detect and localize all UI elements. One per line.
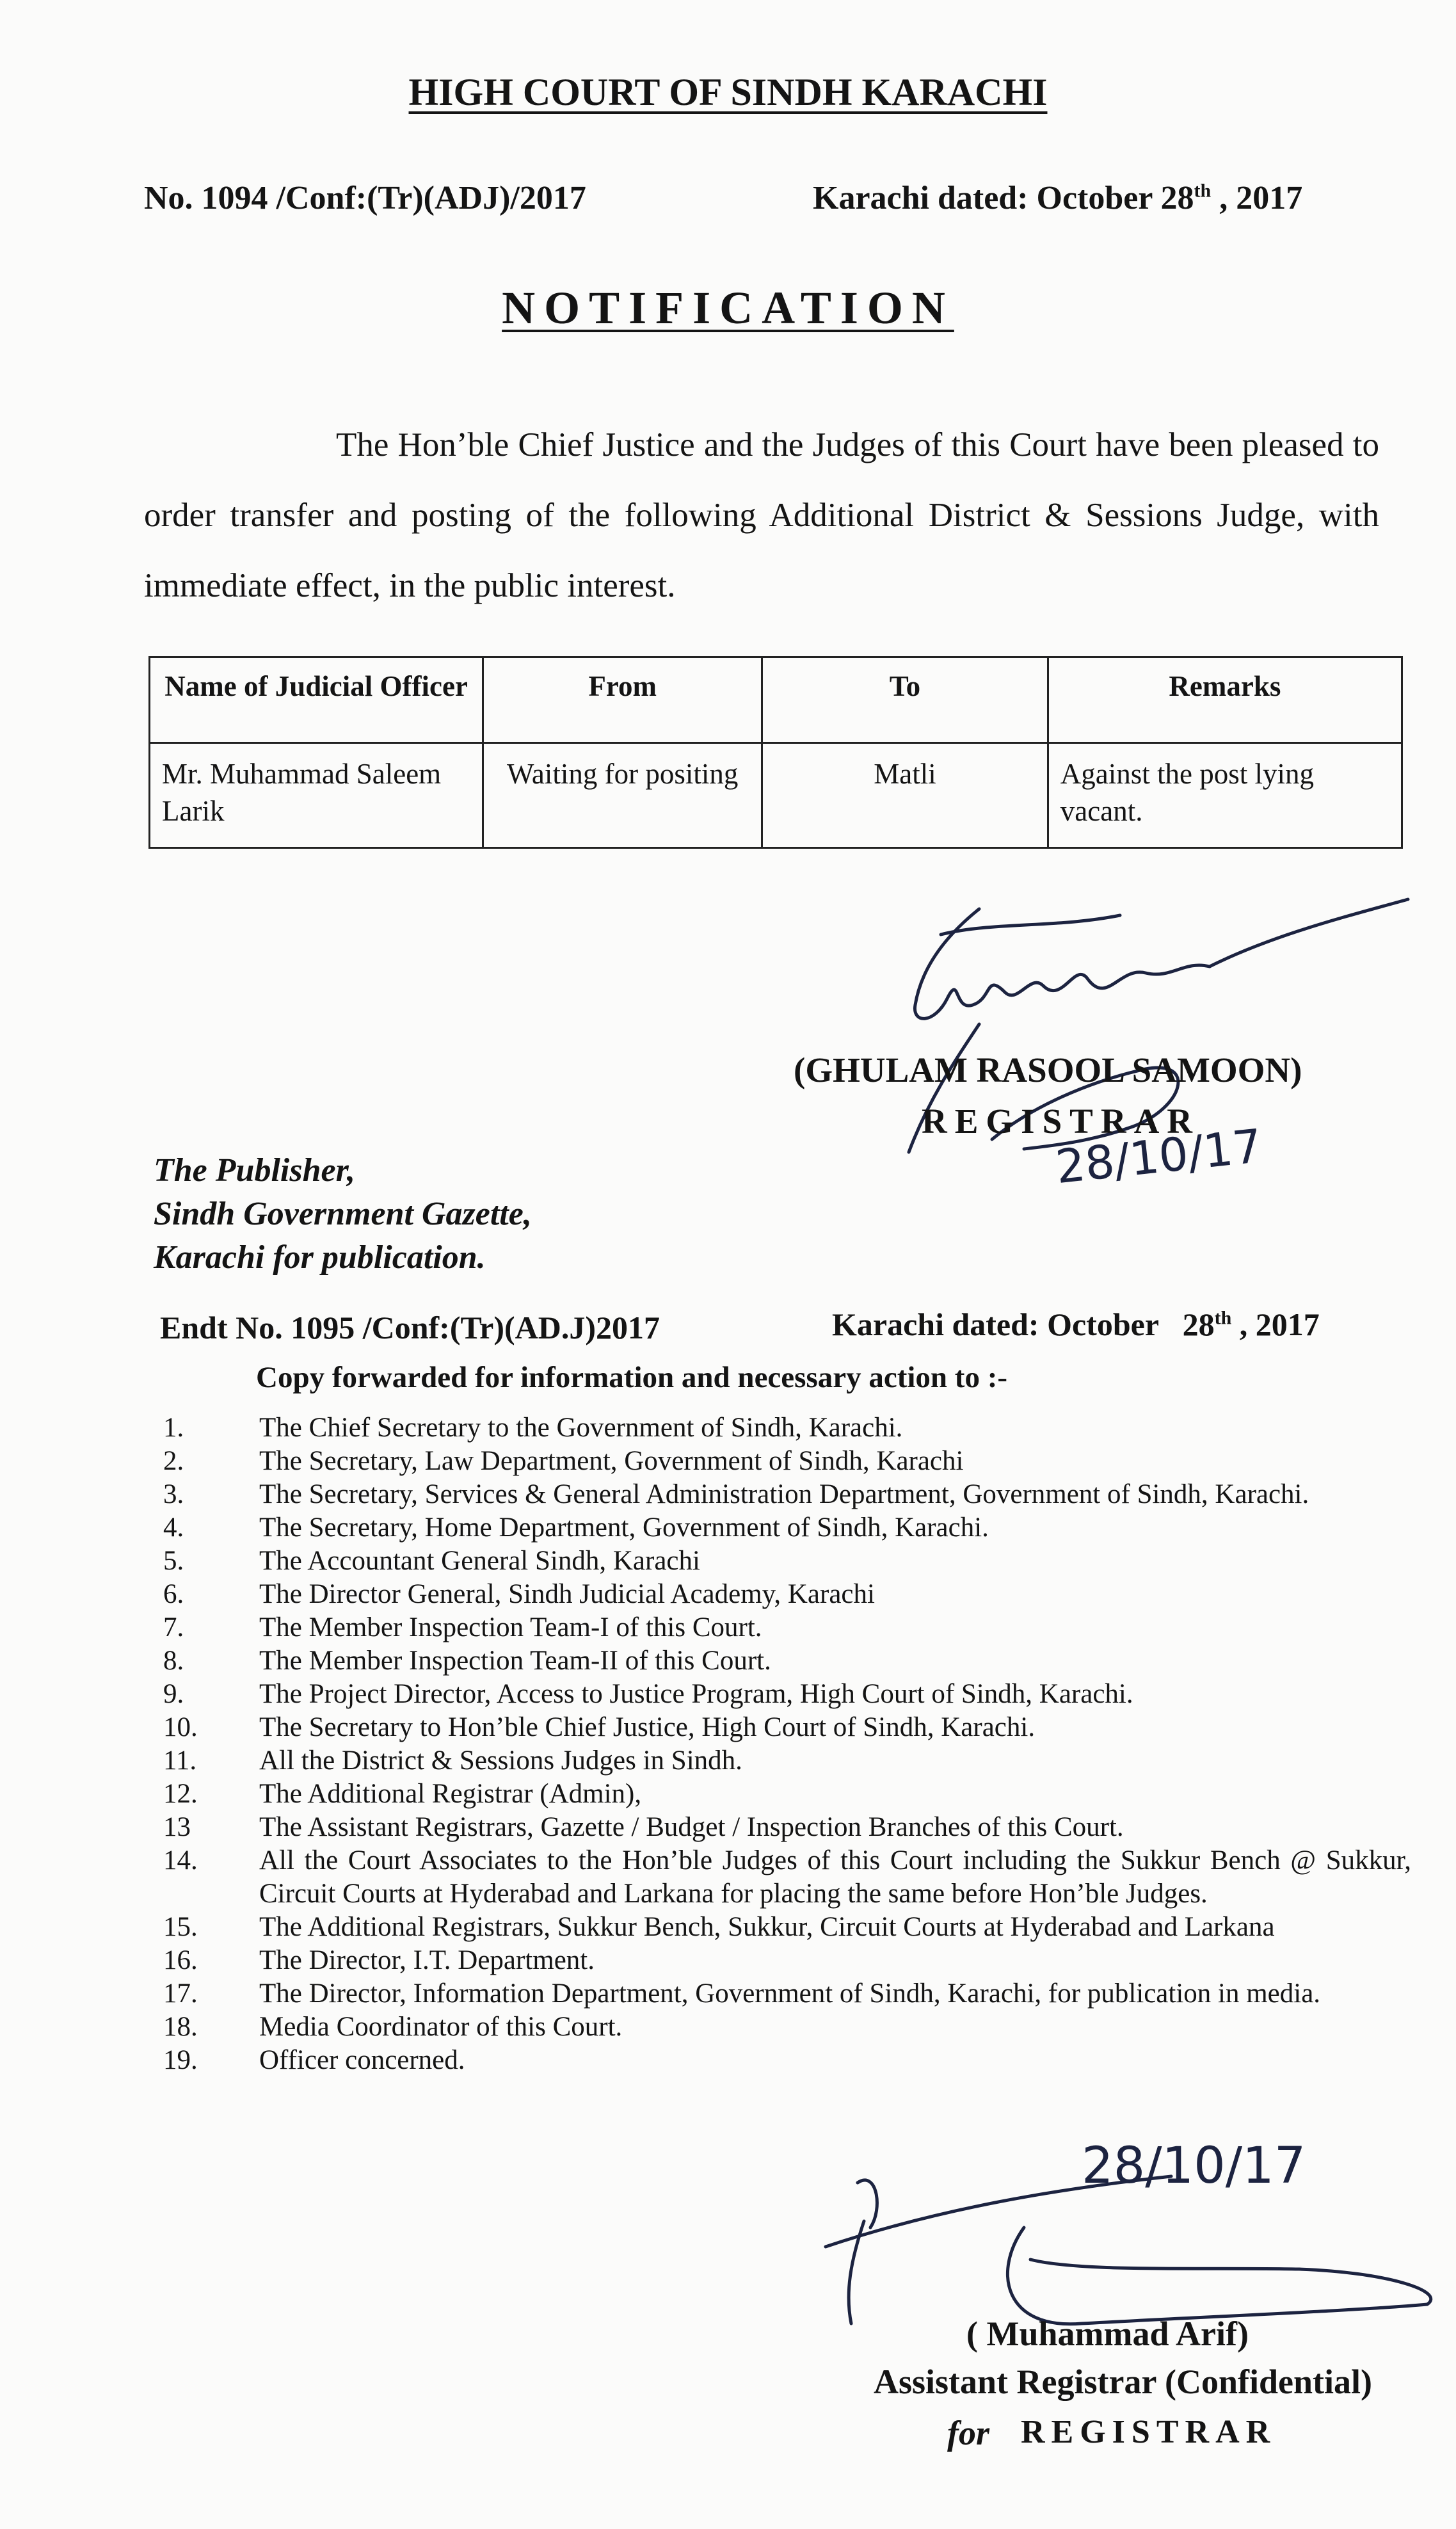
list-item [163, 1445, 1411, 1478]
for-registrar: REGISTRAR [1021, 2414, 1277, 2450]
assistant-handwritten-date: 28/10/17 [1082, 2137, 1306, 2195]
list-item-text: The Chief Secretary to the Government of Sindh, Karachi. [259, 1413, 903, 1443]
list-item-text: Officer concerned. [259, 2045, 465, 2075]
list-item-number: 16. [163, 1945, 198, 1975]
list-item [163, 1578, 1411, 1611]
list-item-number: 15. [163, 1912, 198, 1942]
col-header-from: From [483, 657, 762, 743]
publisher-address [154, 1149, 532, 1280]
list-item-text: The Accountant General Sindh, Karachi [259, 1546, 700, 1576]
list-item-text: The Member Inspection Team-II of this Court. [259, 1646, 771, 1676]
cell-officer-name: Mr. Muhammad Saleem Larik [150, 743, 483, 848]
copy-forwarded-heading: Copy forwarded for information and necessary action to :- [256, 1361, 1008, 1394]
list-item-text: The Director, Information Department, Government of Sindh, Karachi, for publication in media. [259, 1979, 1321, 2009]
list-item [163, 1511, 1411, 1545]
list-item-text: The Secretary, Home Department, Government of Sindh, Karachi. [259, 1513, 989, 1543]
signatory-role: REGISTRAR [922, 1102, 1201, 1141]
list-item [163, 1844, 1411, 1911]
list-item-text: The Additional Registrar (Admin), [259, 1779, 642, 1809]
list-item [163, 1778, 1411, 1811]
list-item [163, 1711, 1411, 1744]
list-item-text: The Secretary, Law Department, Government of Sindh, Karachi [259, 1446, 964, 1476]
list-item [163, 1811, 1411, 1844]
list-item-number: 1. [163, 1413, 184, 1443]
list-item-text: All the Court Associates to the Hon’ble Judges of this Court including the Sukkur Bench @ Sukkur, Circuit Courts at Hyderabad and Larkana for placing the same before Hon’ble Judges. [259, 1845, 1411, 1909]
list-item-number: 5. [163, 1546, 184, 1576]
list-item-text: The Director, I.T. Department. [259, 1945, 595, 1975]
col-header-to: To [762, 657, 1048, 743]
list-item-number: 12. [163, 1779, 198, 1809]
list-item [163, 1944, 1411, 1977]
list-item-number: 4. [163, 1513, 184, 1543]
list-item-number: 18. [163, 2012, 198, 2042]
court-title: HIGH COURT OF SINDH KARACHI [408, 71, 1048, 113]
list-item-text: The Director General, Sindh Judicial Academy, Karachi [259, 1579, 875, 1609]
list-item [163, 1478, 1411, 1511]
list-item [163, 2011, 1411, 2044]
distribution-list [163, 1411, 1411, 2077]
list-item-number: 7. [163, 1612, 184, 1642]
list-item-number: 11. [163, 1746, 197, 1776]
endorsement-date [832, 1306, 1320, 1343]
for-label: for [947, 2414, 989, 2452]
date-year: , 2017 [1211, 180, 1303, 216]
list-item-number: 9. [163, 1679, 184, 1709]
col-header-remarks: Remarks [1048, 657, 1402, 743]
date-text: Karachi dated: October 28 [813, 180, 1194, 216]
list-item-number: 13 [163, 1812, 191, 1842]
list-item-text: The Member Inspection Team-I of this Court. [259, 1612, 762, 1642]
cell-remarks: Against the post lying vacant. [1048, 743, 1402, 848]
list-item [163, 1644, 1411, 1678]
list-item-number: 2. [163, 1446, 184, 1476]
table-row [150, 743, 1402, 848]
registrar-handwritten-date: 28/10/17 [1053, 1118, 1265, 1194]
list-item [163, 2044, 1411, 2077]
assistant-registrar-name: ( Muhammad Arif) [966, 2315, 1249, 2353]
endt-date-text: Karachi dated: October 28 [832, 1306, 1215, 1342]
list-item [163, 1911, 1411, 1944]
list-item [163, 1977, 1411, 2011]
list-item-number: 10. [163, 1712, 198, 1742]
endorsement-number: Endt No. 1095 /Conf:(Tr)(AD.J)2017 [160, 1310, 660, 1345]
assistant-registrar-title: Assistant Registrar (Confidential) [874, 2363, 1372, 2401]
cell-from: Waiting for positing [483, 743, 762, 848]
publisher-line-1: The Publisher, [154, 1152, 355, 1189]
col-header-officer: Name of Judicial Officer [150, 657, 483, 743]
posting-table [148, 656, 1403, 849]
publisher-line-2: Sindh Government Gazette, [154, 1196, 532, 1232]
list-item-text: The Assistant Registrars, Gazette / Budget / Inspection Branches of this Court. [259, 1812, 1124, 1842]
list-item [163, 1545, 1411, 1578]
list-item-text: Media Coordinator of this Court. [259, 2012, 623, 2042]
notification-body: The Hon’ble Chief Justice and the Judges of this Court have been pleased to order transfer and posting of the following Additional District & Sessions Judge, with immediate effect, in the public interest. [144, 426, 1379, 604]
table-header-row [150, 657, 1402, 743]
list-item-number: 19. [163, 2045, 198, 2075]
list-item-text: The Project Director, Access to Justice Program, High Court of Sindh, Karachi. [259, 1679, 1133, 1709]
endt-date-superscript: th [1214, 1307, 1232, 1329]
signatory-name: (GHULAM RASOOL SAMOON) [794, 1050, 1302, 1089]
reference-number: No. 1094 /Conf:(Tr)(ADJ)/2017 [144, 180, 586, 216]
list-item [163, 1411, 1411, 1445]
list-item-text: All the District & Sessions Judges in Sindh. [259, 1746, 742, 1776]
list-item [163, 1678, 1411, 1711]
publisher-line-3: Karachi for publication. [154, 1239, 486, 1276]
endt-date-year: , 2017 [1231, 1306, 1320, 1342]
list-item-number: 17. [163, 1979, 198, 2009]
notification-date [813, 179, 1302, 217]
cell-to: Matli [762, 743, 1048, 848]
list-item [163, 1611, 1411, 1644]
list-item-number: 14. [163, 1845, 198, 1875]
list-item [163, 1744, 1411, 1778]
notification-title: NOTIFICATION [502, 282, 954, 333]
date-superscript: th [1194, 180, 1212, 202]
list-item-text: The Secretary to Hon’ble Chief Justice, High Court of Sindh, Karachi. [259, 1712, 1036, 1742]
list-item-number: 8. [163, 1646, 184, 1676]
list-item-number: 6. [163, 1579, 184, 1609]
list-item-number: 3. [163, 1479, 184, 1509]
list-item-text: The Secretary, Services & General Administration Department, Government of Sindh, Karachi. [259, 1479, 1309, 1509]
list-item-text: The Additional Registrars, Sukkur Bench, Sukkur, Circuit Courts at Hyderabad and Larkana [259, 1912, 1275, 1942]
